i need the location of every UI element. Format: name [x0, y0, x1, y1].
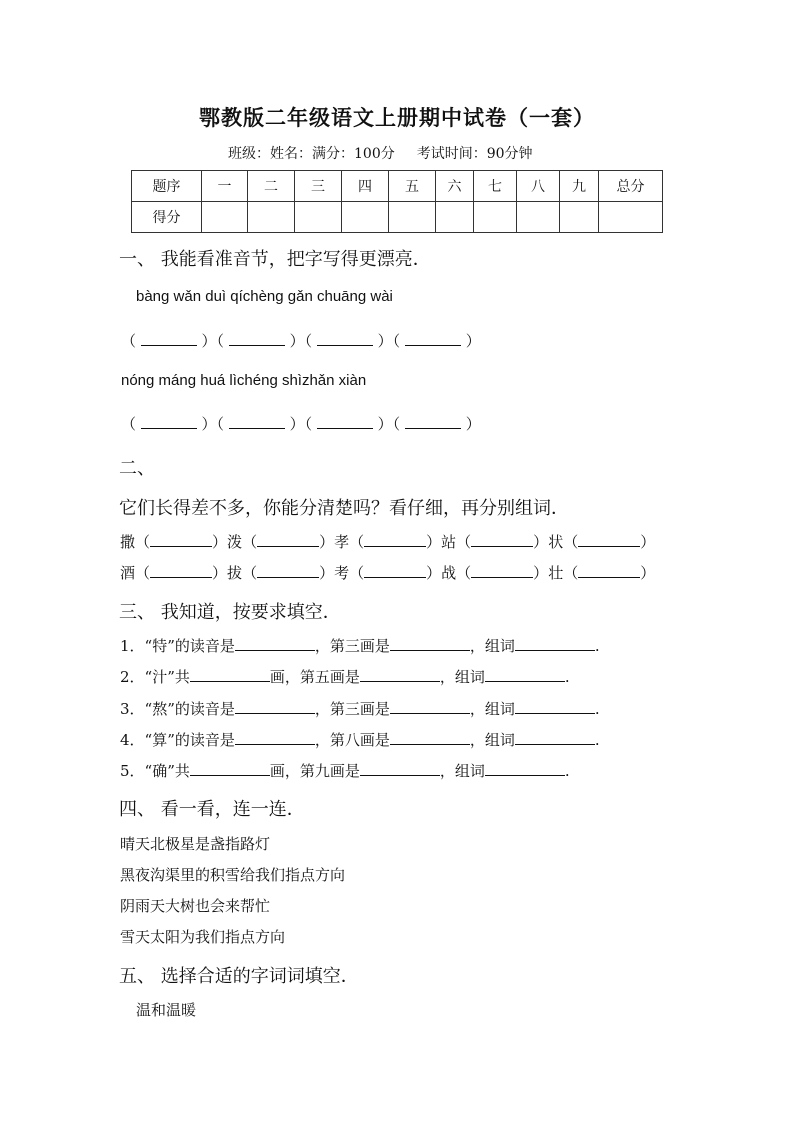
pinyin-row-2: nóng máng huá lìchéng shìzhǎn xiàn [121, 372, 367, 389]
score-header-cell: 一 [202, 171, 248, 202]
fill-item-5[interactable]: 5．“确”共 画，第九画是 ，组词 . [120, 762, 570, 780]
score-input-cell[interactable] [474, 202, 517, 233]
exam-time-info: 考试时间：90分钟 [416, 146, 533, 162]
score-header-cell: 题序 [132, 171, 202, 202]
section4-heading: 四、 看一看，连一连． [119, 799, 305, 820]
section1-heading: 一、 我能看准音节，把字写得更漂亮． [119, 249, 431, 270]
score-input-cell[interactable] [436, 202, 474, 233]
word-group-row-2[interactable]: 酒（ ）拔（ ）考（ ）战（ ）壮（ ） [120, 564, 656, 582]
score-input-cell[interactable] [202, 202, 248, 233]
exam-info [228, 143, 533, 163]
fill-item-3[interactable]: 3．“熬”的读音是 ，第三画是 ，组词 . [120, 700, 600, 718]
score-input-cell[interactable] [389, 202, 436, 233]
fill-item-1[interactable]: 1．“特”的读音是 ，第三画是 ，组词 . [120, 637, 600, 655]
score-header-cell: 总分 [599, 171, 663, 202]
score-input-cell[interactable] [560, 202, 599, 233]
score-header-cell: 八 [517, 171, 560, 202]
score-header-cell: 六 [436, 171, 474, 202]
matching-line-3[interactable]: 阴雨天大树也会来帮忙 [120, 897, 271, 915]
score-header-cell: 三 [295, 171, 342, 202]
score-header-cell: 二 [248, 171, 295, 202]
score-header-cell: 五 [389, 171, 436, 202]
score-table-score-row [132, 202, 663, 233]
matching-line-1[interactable]: 晴天北极星是盏指路灯 [120, 835, 271, 853]
word-group-row-1[interactable]: 撒（ ）泼（ ）孝（ ）站（ ）状（ ） [120, 533, 656, 551]
word-choice: 温和温暖 [136, 1001, 197, 1019]
score-header-cell: 九 [560, 171, 599, 202]
section2-instruction: 它们长得差不多，你能分清楚吗？看仔细，再分别组词． [119, 498, 569, 519]
fill-item-2[interactable]: 2．“汁”共 画，第五画是 ，组词 . [120, 668, 570, 686]
section2-heading: 二、 [119, 458, 155, 479]
section3-heading: 三、 我知道，按要求填空． [119, 602, 341, 623]
score-table-header-row [132, 171, 663, 202]
score-input-cell[interactable] [599, 202, 663, 233]
pinyin-row-1: bàng wǎn duì qíchèng gǎn chuāng wài [136, 288, 393, 305]
score-header-cell: 七 [474, 171, 517, 202]
class-name-info: 班级：姓名：满分：100分 [228, 146, 395, 162]
score-row-label: 得分 [132, 202, 202, 233]
score-input-cell[interactable] [517, 202, 560, 233]
page-title: 鄂教版二年级语文上册期中试卷（一套） [199, 105, 595, 130]
matching-line-2[interactable]: 黑夜沟渠里的积雪给我们指点方向 [120, 866, 346, 884]
score-input-cell[interactable] [342, 202, 389, 233]
answer-blanks-row-1[interactable]: （ ）（ ）（ ）（ ） [121, 332, 481, 350]
score-input-cell[interactable] [295, 202, 342, 233]
answer-blanks-row-2[interactable]: （ ）（ ）（ ）（ ） [121, 415, 481, 433]
matching-line-4[interactable]: 雪天太阳为我们指点方向 [120, 928, 286, 946]
score-input-cell[interactable] [248, 202, 295, 233]
section5-heading: 五、 选择合适的字词词填空． [119, 966, 359, 987]
fill-item-4[interactable]: 4．“算”的读音是 ，第八画是 ，组词 . [120, 731, 600, 749]
score-header-cell: 四 [342, 171, 389, 202]
score-table [131, 170, 663, 233]
